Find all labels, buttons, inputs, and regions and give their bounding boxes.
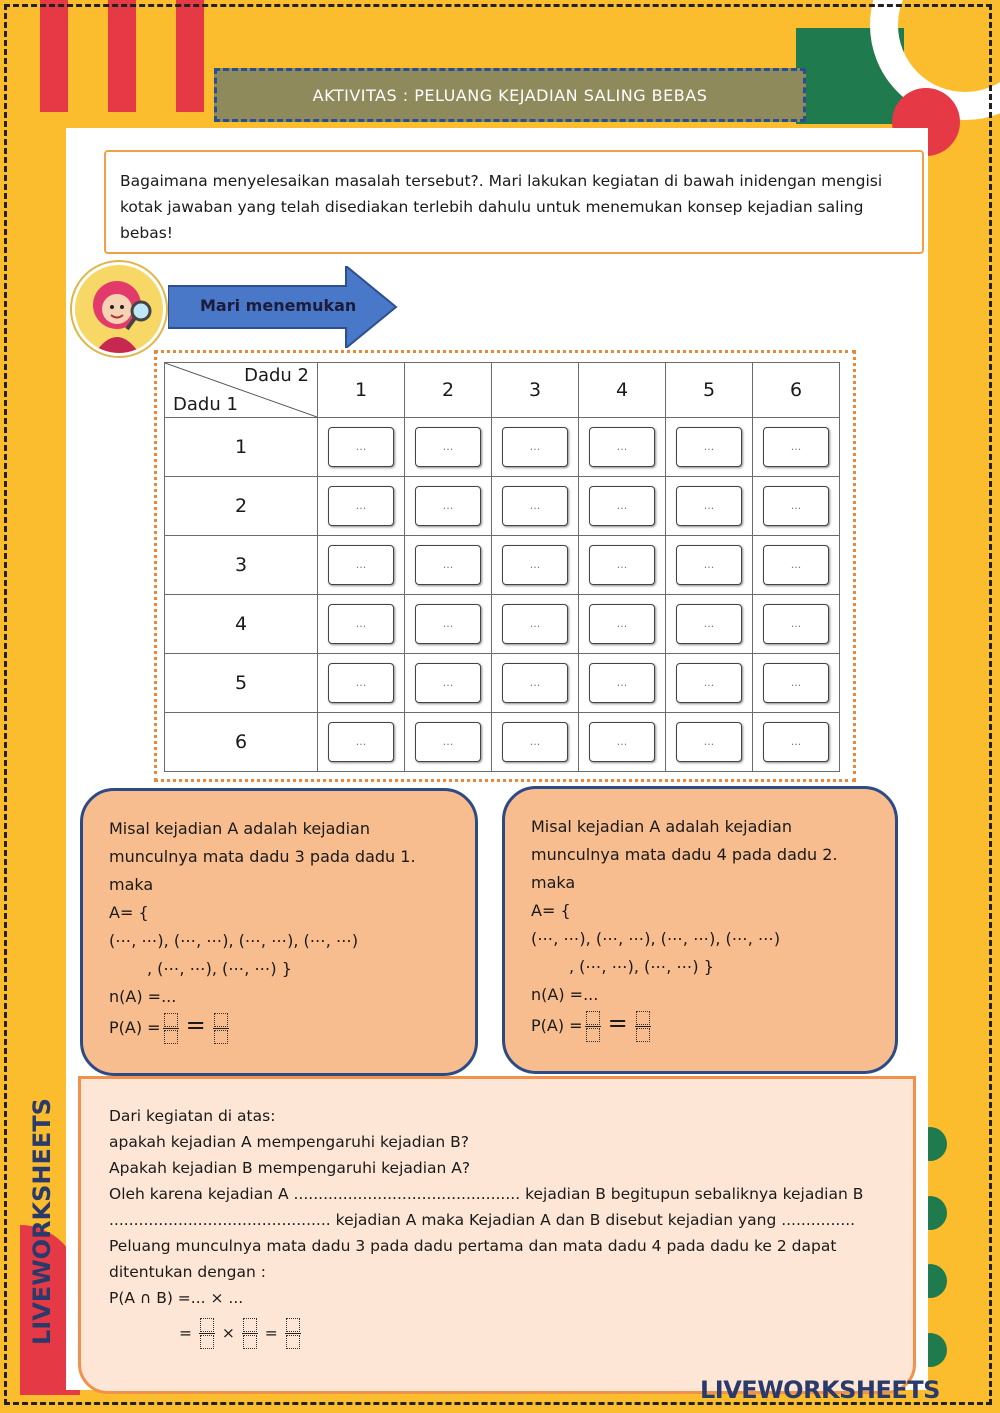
answer-box[interactable]: ... [589, 486, 655, 526]
pairs-row[interactable]: , (⋯, ⋯), (⋯, ⋯) } [569, 957, 714, 976]
answer-box[interactable]: ... [763, 545, 829, 585]
answer-box[interactable]: ... [676, 545, 742, 585]
equals-sign: = [264, 1324, 278, 1342]
equals-sign: = [179, 1324, 192, 1342]
red-stripe [108, 0, 136, 112]
answer-cell [492, 536, 579, 595]
column-header: 1 [318, 363, 405, 418]
answer-box[interactable]: ... [763, 663, 829, 703]
answer-cell [318, 654, 405, 713]
conclusion-line[interactable]: P(A ∩ B) =... × ... [109, 1289, 244, 1307]
answer-box[interactable]: ... [763, 604, 829, 644]
answer-cell [405, 713, 492, 772]
dice-outcome-table [164, 362, 840, 772]
answer-box[interactable]: ... [676, 722, 742, 762]
column-header: 5 [666, 363, 753, 418]
answer-box[interactable]: ... [328, 722, 394, 762]
card-text: munculnya mata dadu 4 pada dadu 2. [531, 845, 838, 864]
answer-cell [405, 654, 492, 713]
column-header: 4 [579, 363, 666, 418]
probability-line [531, 1009, 869, 1043]
answer-cell [666, 654, 753, 713]
red-stripe [176, 0, 204, 112]
row-header: 3 [165, 536, 318, 595]
answer-box[interactable]: ... [589, 427, 655, 467]
row-header: 5 [165, 654, 318, 713]
liveworksheets-logo: LIVEWORKSHEETS [700, 1376, 940, 1404]
page-title: AKTIVITAS : PELUANG KEJADIAN SALING BEBAS [214, 68, 806, 122]
answer-cell [753, 654, 840, 713]
answer-cell [666, 418, 753, 477]
row-header: 1 [165, 418, 318, 477]
row-header: 4 [165, 595, 318, 654]
answer-cell [666, 536, 753, 595]
answer-cell [492, 477, 579, 536]
answer-cell [492, 713, 579, 772]
answer-cell [753, 477, 840, 536]
answer-box[interactable]: ... [502, 545, 568, 585]
conclusion-line[interactable]: ............................................. kejadian A maka Kejadian A dan B disebut kejadian yang ............... [109, 1211, 856, 1229]
answer-cell [579, 418, 666, 477]
count-line[interactable]: n(A) =... [109, 987, 177, 1006]
answer-box[interactable]: ... [415, 604, 481, 644]
answer-box[interactable]: ... [676, 486, 742, 526]
answer-box[interactable]: ... [415, 722, 481, 762]
answer-box[interactable]: ... [763, 722, 829, 762]
svg-text:LIVEWORKSHEETS: LIVEWORKSHEETS [28, 1098, 56, 1345]
answer-box[interactable]: ... [502, 427, 568, 467]
answer-cell [492, 595, 579, 654]
column-header: 6 [753, 363, 840, 418]
answer-box[interactable]: ... [328, 604, 394, 644]
discover-banner [72, 262, 402, 354]
answer-cell [753, 713, 840, 772]
answer-box[interactable]: ... [589, 663, 655, 703]
fraction-input[interactable] [199, 1317, 215, 1350]
answer-cell [318, 595, 405, 654]
conclusion-box [78, 1076, 916, 1394]
final-equation [109, 1317, 885, 1350]
answer-cell [405, 536, 492, 595]
answer-box[interactable]: ... [763, 486, 829, 526]
red-stripe [40, 0, 68, 112]
answer-box[interactable]: ... [763, 427, 829, 467]
pairs-row[interactable]: (⋯, ⋯), (⋯, ⋯), (⋯, ⋯), (⋯, ⋯) [109, 931, 359, 950]
card-text: Misal kejadian A adalah kejadian [531, 817, 792, 836]
column-header: 2 [405, 363, 492, 418]
answer-cell [579, 713, 666, 772]
probability-line [109, 1011, 449, 1045]
liveworksheets-vertical-logo [26, 1075, 58, 1350]
pairs-row[interactable]: , (⋯, ⋯), (⋯, ⋯) } [147, 959, 292, 978]
card-text: maka [109, 875, 154, 894]
dadu1-label: Dadu 1 [173, 394, 238, 415]
prob-label: P(A) = [531, 1016, 583, 1035]
answer-cell [753, 536, 840, 595]
conclusion-line: ditentukan dengan : [109, 1263, 266, 1281]
conclusion-line: Dari kegiatan di atas: [109, 1107, 276, 1125]
answer-box[interactable]: ... [502, 604, 568, 644]
answer-box[interactable]: ... [589, 545, 655, 585]
set-open: A= { [109, 903, 149, 922]
fraction-input[interactable] [163, 1012, 179, 1045]
answer-box[interactable]: ... [415, 486, 481, 526]
answer-box[interactable]: ... [415, 663, 481, 703]
prob-label: P(A) = [109, 1018, 161, 1037]
fraction-input[interactable] [635, 1010, 651, 1043]
table-corner [165, 363, 318, 418]
answer-cell [579, 595, 666, 654]
answer-box[interactable]: ... [676, 604, 742, 644]
fraction-input[interactable] [285, 1317, 301, 1350]
answer-box[interactable]: ... [502, 663, 568, 703]
answer-cell [405, 595, 492, 654]
dadu2-label: Dadu 2 [244, 365, 309, 386]
banner-label: Mari menemukan [200, 296, 357, 315]
fraction-input[interactable] [585, 1010, 601, 1043]
answer-box[interactable]: ... [415, 545, 481, 585]
answer-box[interactable]: ... [589, 604, 655, 644]
column-header: 3 [492, 363, 579, 418]
intro-text: Bagaimana menyelesaikan masalah tersebut?. Mari lakukan kegiatan di bawah inidengan mengisi kotak jawaban yang telah disediakan terlebih dahulu untuk menemukan konsep kejadian saling bebas! [104, 150, 924, 254]
answer-box[interactable]: ... [415, 427, 481, 467]
girl-magnifier-icon [72, 262, 166, 356]
answer-cell [579, 477, 666, 536]
answer-box[interactable]: ... [676, 663, 742, 703]
answer-cell [579, 536, 666, 595]
card-text: Misal kejadian A adalah kejadian [109, 819, 370, 838]
answer-cell [318, 536, 405, 595]
fraction-input[interactable] [213, 1012, 229, 1045]
answer-cell [405, 418, 492, 477]
answer-box[interactable]: ... [502, 486, 568, 526]
conclusion-line: apakah kejadian A mempengaruhi kejadian B? [109, 1133, 470, 1151]
answer-box[interactable]: ... [502, 722, 568, 762]
answer-cell [579, 654, 666, 713]
conclusion-line: Peluang munculnya mata dadu 3 pada dadu pertama dan mata dadu 4 pada dadu ke 2 dapat [109, 1237, 837, 1255]
event-a-card-left [80, 788, 478, 1076]
count-line[interactable]: n(A) =... [531, 985, 599, 1004]
card-text: maka [531, 873, 576, 892]
event-a-card-right [502, 786, 898, 1074]
equals-sign: = [607, 1009, 628, 1037]
answer-cell [318, 713, 405, 772]
answer-cell [753, 418, 840, 477]
answer-box[interactable]: ... [676, 427, 742, 467]
answer-cell [666, 595, 753, 654]
answer-box[interactable]: ... [328, 427, 394, 467]
pairs-row[interactable]: (⋯, ⋯), (⋯, ⋯), (⋯, ⋯), (⋯, ⋯) [531, 929, 781, 948]
answer-cell [666, 713, 753, 772]
answer-cell [318, 477, 405, 536]
equals-sign: = [185, 1011, 206, 1039]
conclusion-line: Apakah kejadian B mempengaruhi kejadian A? [109, 1159, 471, 1177]
row-header: 6 [165, 713, 318, 772]
times-sign: × [221, 1324, 235, 1342]
answer-cell [753, 595, 840, 654]
row-header: 2 [165, 477, 318, 536]
fraction-input[interactable] [242, 1317, 258, 1350]
answer-cell [318, 418, 405, 477]
answer-cell [666, 477, 753, 536]
answer-box[interactable]: ... [328, 545, 394, 585]
answer-cell [492, 654, 579, 713]
set-open: A= { [531, 901, 571, 920]
answer-cell [492, 418, 579, 477]
answer-box[interactable]: ... [589, 722, 655, 762]
answer-box[interactable]: ... [328, 663, 394, 703]
answer-box[interactable]: ... [328, 486, 394, 526]
card-text: munculnya mata dadu 3 pada dadu 1. [109, 847, 416, 866]
conclusion-line[interactable]: Oleh karena kejadian A .............................................. kejadian B begitupun sebaliknya kejadian B [109, 1185, 864, 1203]
answer-cell [405, 477, 492, 536]
